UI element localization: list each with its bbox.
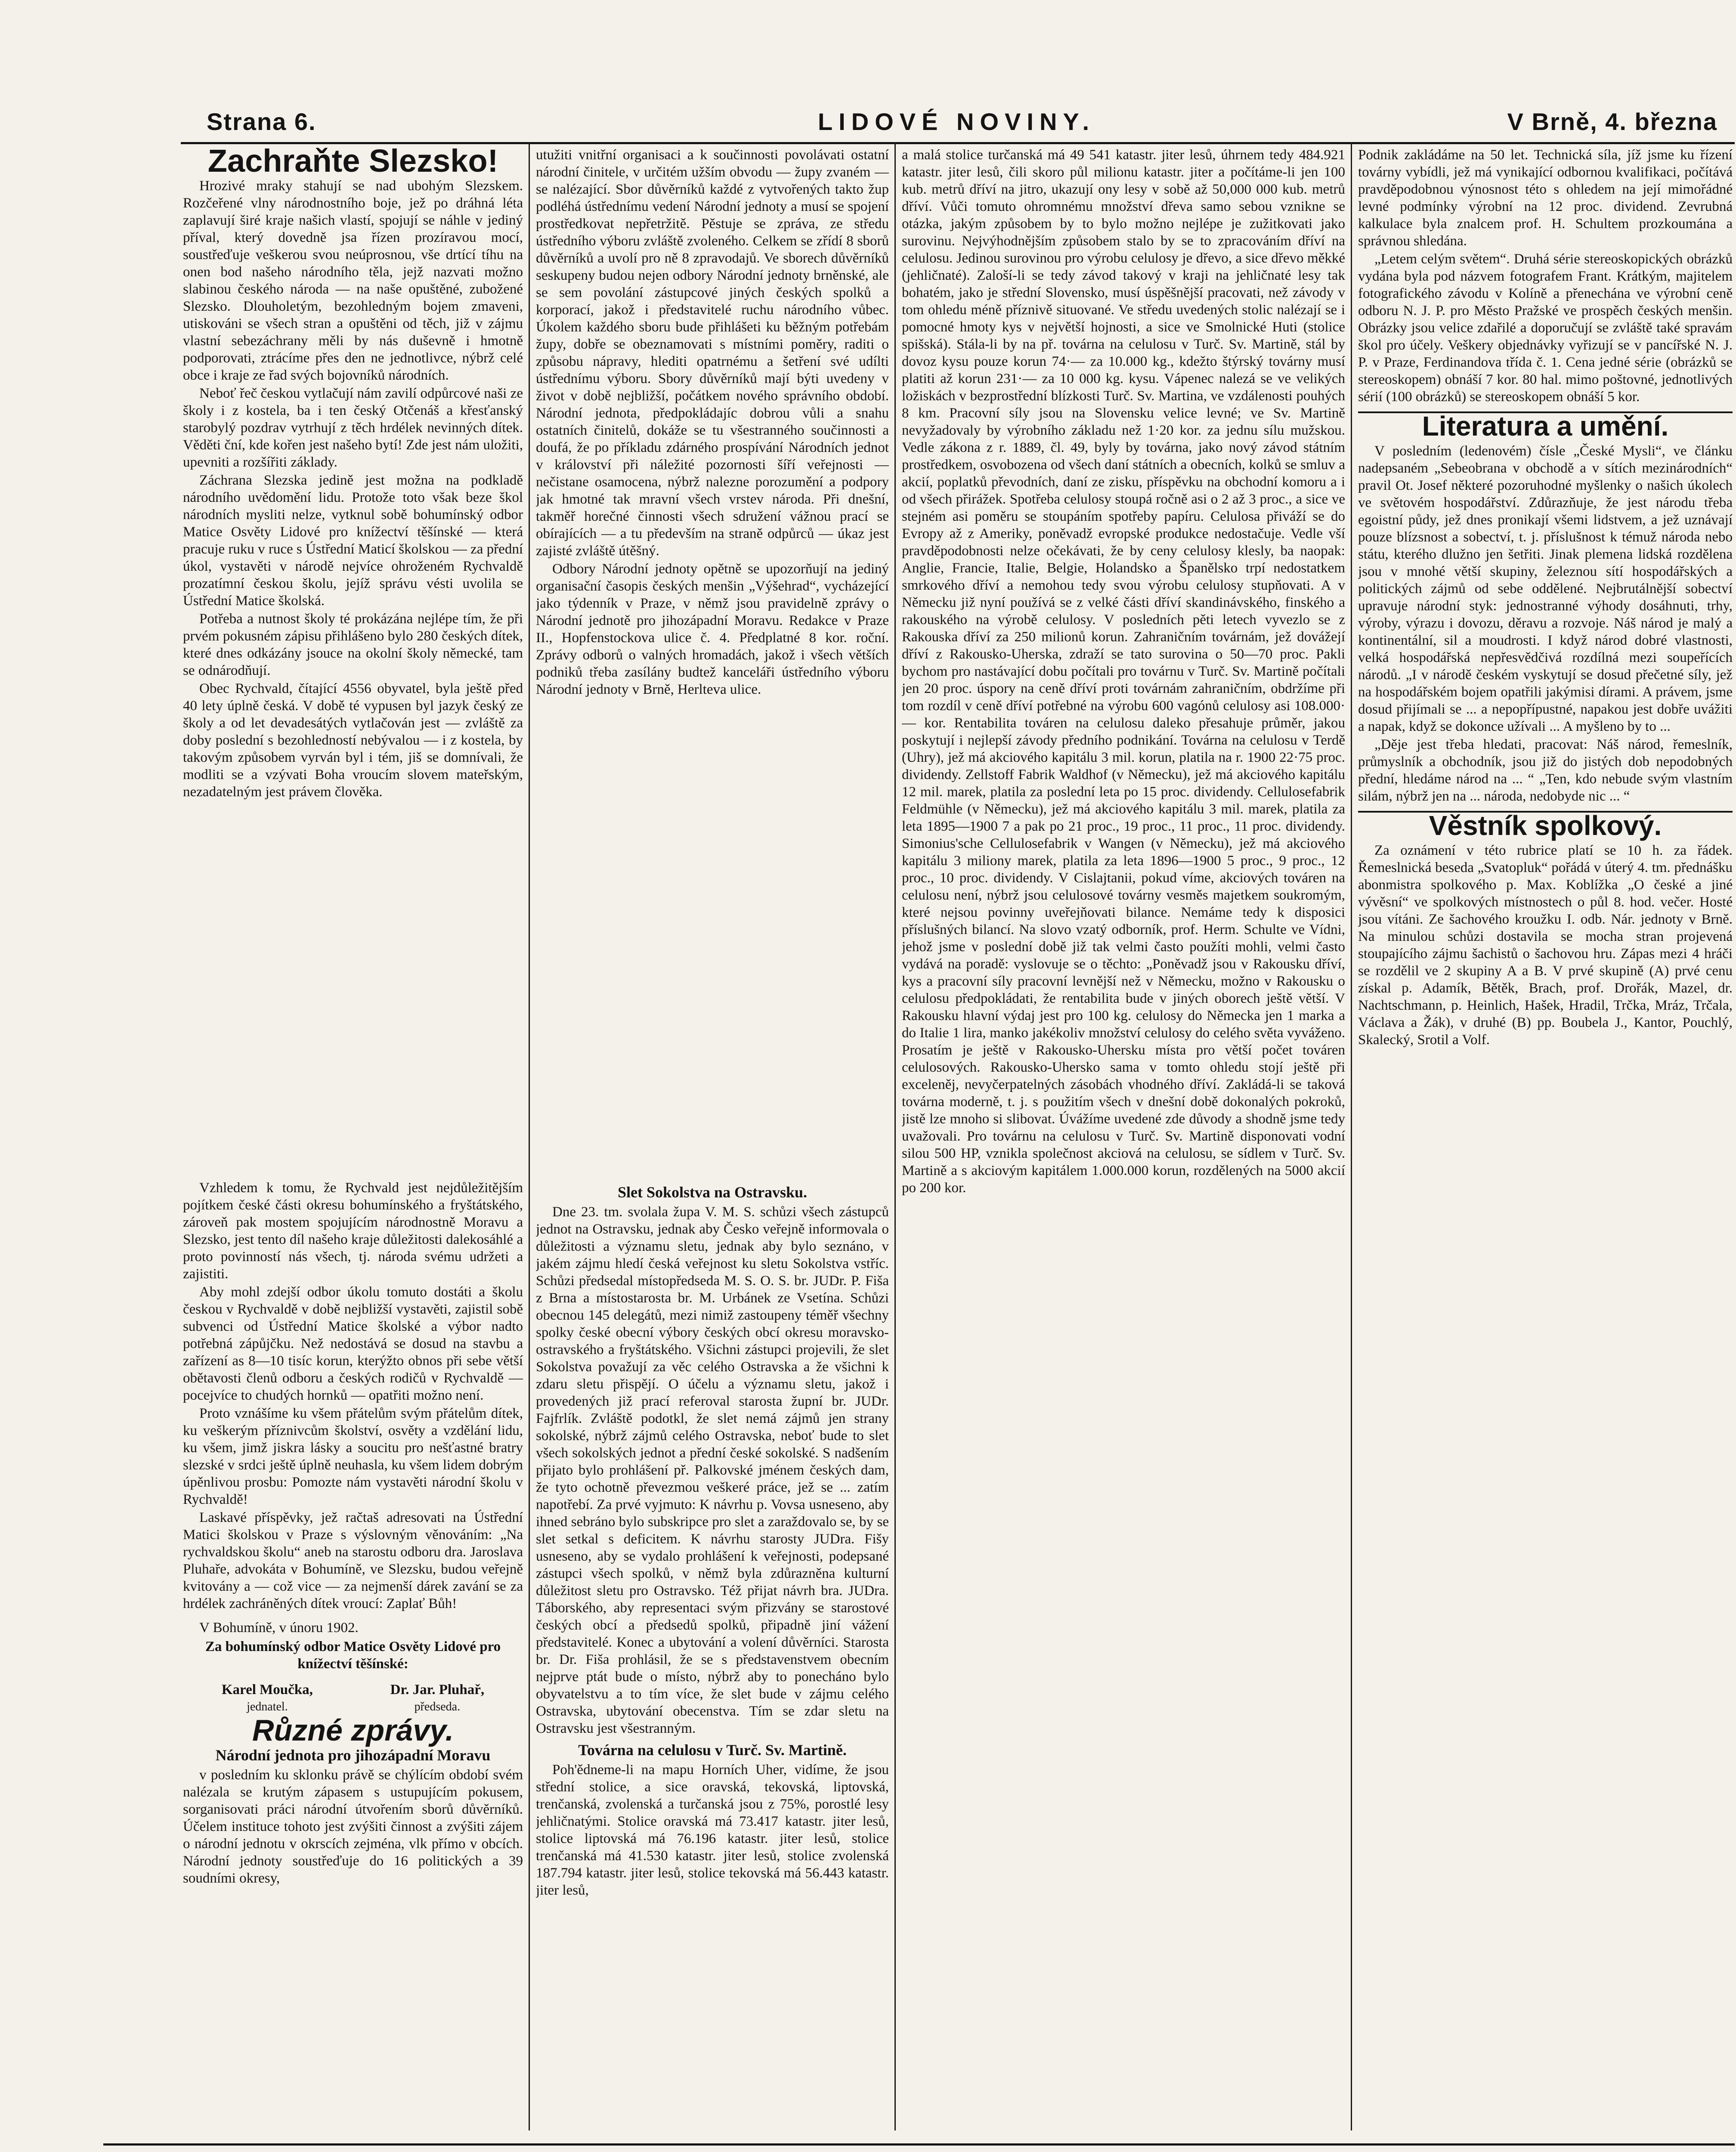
column-4: [1358, 146, 1733, 2122]
paragraph: Hrozivé mraky stahují se nad ubohým Slezskem. Rozčeřené vlny národnostního boje, jež po dráhná léta zaplavují širé kraje našich vlastí, spojují se náhle v jediný příval, který dovedně jsa řízen prozíravou mocí, soustřeďuje veškerou svou neúprosnou, vše drtící tíhu na onen bod našeho národního těla, jejž nazvati možno slabinou českého národa — na naše opuštěné, zubožené Slezsko. Dlouholetým, bezohledným bojem zmaveni, utiskováni se všech stran a opuštěni od těch, již v zájmu vlastní sebezáchrany měli by nás duševně i hmotně podporovati, ztrácíme přes den ne jednotlivce, nýbrž celé obce i kraje ze řad svých bojovníků národních.: [183, 178, 523, 383]
signature-1: [222, 1681, 313, 1716]
paragraph: a malá stolice turčanská má 49 541 katastr. jiter lesů, úhrnem tedy 484.921 katastr. jiter lesů, čili skoro půl milionu katastr. jiter a počítáme-li jen 100 kub. metrů dříví na jitro, ukazují ony lesy v sobě až 50,000 000 kub. metrů dříví. Vůči tomuto ohromnému množství dřeva samo sebou vznikne se otázka, jakým způsobem by to bylo možno nejlépe je zužitkovati jako surovinu. Nejvýhodnějším způsobem stalo by se to zpracováním dříví na celulosu. Jedinou surovinou pro výrobu celulosy je dřevo, a sice dřevo měkké (jehličnaté). Zaloší-li se tedy závod takový v kraji na jehličnaté lesy tak bohatém, jako je střední Slovensko, musí úspěšnější pracovati, než závody v tom ohledu méně příznivě situované. Ve středu uvedených stolic nalézají se i pomocné hmoty kys v největší hojnosti, a sice ve Smolnické Huti (stolice spišská). Stála-li by na př. továrna na celulosu v Turč. Sv. Martině, stál by dovoz kysu pouze korun 74·— za 10.000 kg., kdežto štýrský továrny musí platiti až korun 231·— za 10 000 kg. kysu. Vápenec nalezá se ve velikých ložiskách v bezprostřední blízkosti Turč. Sv. Martina, ve vzdálenosti pouhých 8 km. Pracovní síly jsou na Slovensku velice levné; ve Sv. Martině nevyžadovaly by výrobního základu než 1·20 kor. za jednu sílu mužskou. Vedle zákona z r. 1889, čl. 49, byly by továrna, jako nový závod státním prostředkem, osvobozena od všech daní státních a obecních, kolků se smluv a akcií, poplatků převodních, daní ze zisku, příspěvku na obchodní komoru a i od všech přirážek. Spotřeba celulosy stoupá ročně asi o 2 až 3 proc., a sice ve stejném asi poměru se stoupáním spotřeby papíru. Celulosa přiváží se do Evropy až z Ameriky, poněvadž evropské produkce nedostačuje. Vedle vší pravděpodobnosti nelze očekávati, že by ceny celulosy klesly, ba naopak: Anglie, Francie, Italie, Belgie, Holandsko a Španělsko trpí nedostatkem smrkového dříví a nemohou tedy svou výrobu celulosy stupňovati. A v Německu již nyní používá se z velké části dříví skandinávského, finského a rakouského na výrobě celulosy. V posledních pěti letech vyvezlo se z Rakouska dříví za 250 milionů korun. Zahraničním továrnám, jež dovážejí dříví z Rakousko-Uherska, zdraží se tato surovina o 50—70 proc. Pakli bychom pro nastávající dobu počítali pro továrnu v Turč. Sv. Martině počítali jen 20 proc. úspory na ceně dříví proti továrnám zahraničním, obdržíme při tom rozdíl v ceně dříví potřebné na výrobu 600 vagónů celulosy asi 108.000·— kor. Rentabilita továren na celulosu daleko přesahuje průměr, jakou poskytují i nejlepší závody předního podnikání. Továrna na celulosu v Terdě (Uhry), jež má akciového kapitálu 3 mil. korun, platila na r. 1900 22·75 proc. dividendy. Zellstoff Fabrik Waldhof (v Německu), jež má akciového kapitálu 12 mil. marek, platila za poslední leta po 15 proc. dividendy. Cellulosefabrik Feldmühle (v Německu), jež má akciového kapitálu 3 mil. marek, platila za leta 1895—1900 7 a pak po 21 proc., 19 proc., 11 proc., 11 proc. dividendy. Simonius'sche Cellulosefabrik v Wangen (v Německu), jež má akciového kapitálu 3 miliony marek, platila za leta 1896—1900 5 proc., 9 proc., 12 proc., 10 proc. dividendy. V Cislajtanii, pokud víme, akciových továren na celulosu není, nýbrž jsou celulosové továrny vesměs majetkem soukromým, které nejsou povinny uveřejňovati bilance. Nemáme tedy k disposici příslušných bilancí. Na slovo vzatý odborník, prof. Herm. Schulte ve Vídni, jehož jsme v poslední době již tak velmi často použíti mohli, velmi často vydává na poradě: vyslovuje se o těchto: „Poněvadž jsou v Rakousku dříví, kys a pracovní síly pracovní levnější než v Německu, možno v Rakousku o celulosu předpokládati, že rentabilita bude v jiných oborech ještě větší. V Rakousku hlavní výdaj jest pro 100 kg. celulosy do Německa jen 1 marka a do Italie 1 lira, manko jakékoliv množství celulosy do celého světa vyváženo. Prosatím je ještě v Rakousko-Uhersku místa pro větší počet továren celulosových. Rakousko-Uhersko sama v tomto ohledu stojí ještě při exceleněj, nevyčerpatelných zásobách vhodného dříví. Zakládá-li se taková továrna moderně, t. j. s použitím všech v dnešní době dokonalých pokroků, jistě lze mnoho si slibovat. Úvážíme uvedené zde důvody a shodně jsme tedy uvažovali. Pro továrnu na celulosu v Turč. Sv. Martině disponovati vodní silou 500 HP, vznikla společnost akciová na celulosu, se sídlem v Turč. Sv. Martině a s akciovým kapitálem 1.000.000 korun, rozdělených na 5000 akcií po 200 kor.: [902, 147, 1345, 1196]
column-2: [536, 146, 889, 1171]
paragraph: v posledním ku sklonku právě se chýlícím období svém nalézala se krutým zápasem s ustupujícím pokusem, sorganisovati práci národní útvořením sborů důvěrníků. Účelem instituce tohoto jest zvýšiti činnost a zvýšiti zájem o národní jednotu v okrscích zejména, vlk přímo v obcích. Národní jednoty soustřeďuje do 16 politických a 39 soudními okresy,: [183, 1767, 523, 1886]
page-number: Strana 6.: [207, 108, 316, 135]
paragraph: Vzhledem k tomu, že Rychvald jest nejdůležitějším pojítkem české části okresu bohumínského a fryštátského, zároveň pak mostem spojujícím národnostně Moravu a Slezsko, jest tento díl našeho kraje důležitosti dalekosáhlé a proto povinností nás všech, tj. národa svému udržeti a zajistiti.: [183, 1180, 523, 1282]
paragraph: Odbory Národní jednoty opětně se upozorňují na jediný organisační časopis českých menšin „Výšehrad“, vycházející jako týdenník v Praze, v němž jsou pravidelně zprávy o Národní jednotě pro jihozápadní Moravu. Redakce v Praze II., Hopfenstockova ulice č. 4. Předplatné 8 kor. roční. Zprávy odborů o valných hromadách, jakož i všech větších podniků třeba zasílány budtež kanceláři ústředního výboru Národní jednoty v Brně, Herlteva ulice.: [536, 561, 889, 697]
signatory-role: předseda.: [414, 1700, 461, 1713]
paragraph: Potřeba a nutnost školy té prokázána nejlépe tím, že při prvém pokusném zápisu přihlášeno bylo 280 českých dítek, které dnes odkázány jsouce na okolní školy německé, tam se odnárodňují.: [183, 611, 523, 678]
paragraph: Podnik zakládáme na 50 let. Technická síla, jíž jsme ku řízení továrny vybídli, jež má vynikající odbornou kvalifikaci, počítává pravděpodobnou výnosnost této s ohledem na její mimořádné levné podmínky výrobní na 12 proc. dividend. Zevrubná kalkulace byla znalcem prof. H. Schultem prozkoumána a správnou shledána.: [1358, 147, 1733, 249]
signatory-name: Dr. Jar. Pluhař,: [390, 1682, 485, 1697]
column-divider: [1351, 142, 1352, 2130]
section-heading: Různé zprávy.: [252, 1713, 454, 1747]
subheading: Národní jednota pro jihozápadní Moravu: [215, 1747, 491, 1764]
paragraph: V posledním (ledenovém) čísle „České Mysli“, ve článku nadepsaném „Sebeobrana v obchodě a v sítích mezinárodních“ pravil Ot. Josef některé pozoruhodné myšlenky o našich úkolech ve světovém hospodářství. Zdůrazňuje, že jest národu třeba egoistní půdy, jež dnes pronikají všemi lidstvem, a jež uznávají pouze blízsnost a sobectví, t. j. příslušnost k témuž národa nebo státu, kterého dlužno jen šetřiti. Jinak plemena lidská rozdělena jsou v mnohé větší skupiny, železnou sítí hospodářských a politických zájmů od sebe oddělené. Nejbrutálnější sobectví upravuje národní styk: jednostranné výhody dosáhnuti, trhy, výroby, výrazu i dovozu, děravu a rozvoje. Náš národ je malý a kontinentální, sil a moudrosti. I když národ dobré vlastnosti, velká hospodářská nepřesvědčivá rozdílná mezi soupeřících národů. „I v národě českém vyskytují se dosud přečetné síly, jež na hospodářském bojem opatřili jakýmisi dírami. A právem, jsme dosud přijímali se ... a nepopřípustné, napakou jest dobře uvážiti a napak, když se dokonce užívali ... A myšleno by to ...: [1358, 443, 1733, 734]
paragraph: utužiti vnitřní organisaci a k součinnosti povolávati ostatní národní činitele, v určitém užším obvodu — župy zvaném — se nalézající. Sbor důvěrníků každé z vytvořených takto žup podléhá ústřednímu vedení Národní jednoty a musí se spojení prostředkovat nepřetržitě. Pěstuje se zpráva, ze středu ústředního výboru zvláště zvoleného. Celkem se zřídí 8 sborů důvěrníků a uvolí pro ně 8 zpravodajů. Ve sborech důvěrníků seskupeny budou nejen odbory Národní jednoty brněnské, ale se sem povolání zástupcové jiných českých spolků a korporací, jakož i představitelé ruchu národního vůbec. Úkolem každého sboru bude přihlášeti ku běžným potřebám župy, dobře se obeznamovati s místními poměry, raditi o způsobu nápravy, hlediti opatrnému a šetření své udílti ústřednímu výboru. Sbory důvěrníků mají býti uvedeny v život v době nejbližší, počátkem nového správního období. Národní jednota, předpokládajíc dobrou vůli a snahu ostatních činitelů, dokáže se tu všestranného součinnosti a doufá, že po příkladu zdárného prospívání Národních jednot v království při náležité pozornosti šíří veřejnosti — nečistane osamocena, nýbrž nalezne porozumění a podpory jak hmotné tak mravní všech vrstev národa. Při dnešní, takměř horečné činnosti všech sdružení vážnou prací se obírajících — a tu především na straně odpůrců — úkaz jest zajisté zvláště útěšný.: [536, 147, 889, 559]
column-2-lower: [536, 1179, 889, 2122]
paragraph: Proto vznášíme ku všem přátelům svým přátelům dítek, ku veškerým příznivcům školství, osvěty a vzdělání lidu, ku všem, jimž jiskra lásky a soucitu pro nešťastné bratry slezské v srdci ještě úplně neuhasla, ku všem lidem dobrým úpěnlivou prosbu: Pomozte nám vystavěti národní školu v Rychvaldě!: [183, 1406, 523, 1507]
paragraph: „Děje jest třeba hledati, pracovat: Náš národ, řemeslník, průmyslník a obchodník, jsou již do jistých dob nepodobných přední, hledáme národ na ... “ „Ten, kdo nebude svým vlastním silám, nýbrž jen na ... národa, nedobyde nic ... “: [1358, 737, 1733, 804]
section-heading: Věstník spolkový.: [1358, 811, 1733, 834]
signature-2: [390, 1681, 485, 1716]
newspaper-title: LIDOVÉ NOVINY.: [818, 108, 1095, 135]
subheading: Slet Sokolstva na Ostravsku.: [617, 1184, 808, 1201]
issue-date: V Brně, 4. března: [1507, 108, 1717, 135]
section-heading: Literatura a umění.: [1358, 411, 1733, 435]
column-divider: [529, 142, 530, 2130]
paragraph: Za oznámení v této rubrice platí se 10 h. za řádek. Řemeslnická beseda „Svatopluk“ pořádá v úterý 4. tm. přednášku abonmistra spolkového p. Max. Koblížka „O české a jiné vývěsní“ ve spolkových místnostech o půl 8. hod. večer. Hosté jsou vítáni. Ze šachového kroužku I. odb. Nár. jednoty v Brně. Na minulou schůzi dostavila se mocha stran projevená stoupajícího zájmu šachistů o šachovou hru. Zápas mezi 4 hráči se rozdělil ve 2 skupiny A a B. V prvé skupině (A) prvé cenu získal p. Adamík, Bětěk, Brach, prof. Drořák, Mazel, dr. Nachtschmann, p. Heinlich, Hašek, Hradil, Trčka, Mráz, Trčala, Václava a Žák), v druhé (B) pp. Boubela J., Kantor, Pouchlý, Skalecký, Srotil a Volf.: [1358, 843, 1733, 1048]
bank-advertisement: [103, 2143, 1735, 2152]
paragraph: Aby mohl zdejší odbor úkolu tomuto dostáti a školu českou v Rychvaldě v době nejbližší vystavěti, zajistil sobě subvenci od Ústřední Matice školské a výbor nadto potřebná zápůjčku. Než nedostává se dosud na stavbu a zařízení as 8—10 tisíc korun, kterýžto obnos při sebe větší obětavosti členů odboru a českých rodičů v Rychvaldě — pocejvíce to chudých hornků — opatřiti možno není.: [183, 1284, 523, 1403]
dateline: V Bohumíně, v únoru 1902.: [199, 1620, 359, 1636]
column-divider: [894, 142, 896, 2130]
signatory-name: Karel Moučka,: [221, 1682, 313, 1697]
column-1: [183, 146, 523, 1171]
paragraph: Poh'ědneme-li na mapu Horních Uher, vidíme, že jsou střední stolice, a sice oravská, tekovská, liptovská, trenčanská, zvolenská a turčanská jsou z 75%, porostlé lesy jehličnatými. Stolice oravská má 73.417 katastr. jiter lesů, stolice liptovská má 76.196 katastr. jiter lesů, stolice trenčanská má 41.530 katastr. jiter lesů, stolice zvolenská 187.794 katastr. jiter lesů, stolice tekovská má 56.443 katastr. jiter lesů,: [536, 1762, 889, 1898]
article-heading: Zachraňte Slezsko!: [207, 146, 498, 179]
paragraph: Neboť řeč českou vytlačují nám zavilí odpůrcové naši ze školy i z kostela, ba i ten český Otčenáš a křesťanský starobylý pozdrav vytrhují z těch hrdélek nevinných dítek. Věděti ční, kde kořen jest našeho bytí! Zde jest nám uložiti, upevniti a rozšířiti základy.: [183, 386, 523, 470]
paragraph: Laskavé příspěvky, jež račtaš adresovati na Ústřední Matici školskou v Praze s výslovným věnováním: „Na rychvaldskou školu“ aneb na starostu odboru dra. Jaroslava Pluhaře, advokáta v Bohumíně, ve Slezsku, budou veřejně kvitovány a — což vice — za nejmenší dárek zavání se za hrdélek zachráněných dítek vroucí: Zaplať Bůh!: [183, 1510, 523, 1611]
masthead: [52, 108, 1722, 142]
signatures: [183, 1681, 523, 1716]
paragraph: Obec Rychvald, čítající 4556 obyvatel, byla ještě před 40 lety úplně česká. V době té vypusen byl jazyk český ze školy a od let devadesátých vytlačován jest — zvláště za doby poslední s bezohledností nebývalou — i z kostela, by takovým způsobem vyrván byl i tém, jiš se domnívali, že modliti se a vzývati Boha vroucím slovem mateřským, nezadatelným jest právem člověka.: [183, 681, 523, 800]
paragraph: „Letem celým světem“. Druhá série stereoskopických obrázků vydána byla pod názvem fotografem Frant. Krátkým, majitelem fotografického závodu v Kolíně a přenechána ve výrobní ceně odboru N. J. P. pro Město Pražské ve prospěch českých menšin. Obrázky jsou velice zdařilé a doporučují se zvláště také spravám škol pro účely. Veškery objednávky vyřizují se v pancířské N. J. P. v Praze, Ferdinandova třída č. 1. Cena jedné série (obrázků se stereoskopem) obnáší 7 kor. 80 hal. mimo poštovné, jednotlivých sérií (100 obrázků) se stereoskopem obnáší 5 kor.: [1358, 251, 1733, 405]
signatory-org: Za bohumínský odbor Matice Osvěty Lidové pro knížectví těšínské:: [205, 1639, 501, 1672]
masthead-rule: [181, 142, 1735, 144]
column-1-lower: [183, 1179, 523, 2122]
signatory-role: jednatel.: [247, 1700, 288, 1713]
subheading: Továrna na celulosu v Turč. Sv. Martině.: [578, 1741, 847, 1759]
paragraph: Dne 23. tm. svolala župa V. M. S. schůzi všech zástupců jednot na Ostravsku, jednak aby Česko veřejně informovala o důležitosti a významu sletu, jednak aby bylo seznáno, v jakém zájmu hledí česká veřejnost ku sletu Sokolstva vstříc. Schůzi předsedal místopředseda M. S. O. S. br. JUDr. P. Fiša z Brna a místostarosta br. M. Urbánek ze Vsetína. Schůzi obecnou 145 delegátů, mezi nimiž zastoupeny téměř všechny spolky české obecní výbory českých obcí okresu moravsko-ostravského a fryštátského. Všichni zástupci projevili, že slet Sokolstva považují za věc celého Ostravska a že všichni k zdaru sletu přispějí. O účelu a významu sletu, jakož i provedených již prací referoval starosta župní br. JUDr. Fajfrlík. Zvláště podotkl, že slet nemá zájmů jen strany sokolské, nýbrž zájmů celého Ostravska, neboť bude to slet všech sokolských jednot a přední české sokolské. S nadšením přijato bylo prohlášení př. Palkovské jménem českých dam, že tyto ochotně převezmou veškeré práce, jež se ... zatím napotřebí. Za prvé vyjmuto: K návrhu p. Vovsa usneseno, aby ihned sebráno bylo subskripce pro slet a zaraždovalo se, by se slet setkal s deficitem. K návrhu starosty JUDra. Fišy usneseno, aby se vydalo prohlášení k veřejnosti, podepsané zástupci všech spolků, v němž byla zdůrazněna kulturní důležitost sletu pro Ostravsko. Též přijat návrh bra. JUDra. Táborského, aby representaci svým přizvány se starostové českých obcí a předsedů spolků, připadně jiní vážení představitelé. Konec a ubytování a volení důvěrníci. Starosta br. Dr. Fiša prohlásil, že se s představenstvem obecním nejprve ptát bude o místo, nýbrž aby to ponecháno bylo obyvatelstvu a to tím více, že slet bude v zájmu celého Ostravska, ubytování obecenstva. Tím se zdar sletu na Ostravsku jest všestranným.: [536, 1204, 889, 1736]
ad-top-row: [103, 2146, 1735, 2152]
column-3: [902, 146, 1345, 2122]
paragraph: Záchrana Slezska jedině jest možna na podkladě národního uvědomění lidu. Protože toto však beze škol národních mysliti nelze, vytknul sobě bohumínský odbor Matice Osvěty Lidové pro knížectví těšínské — která pracuje ruku v ruce s Ústřední Maticí školskou — za přední úkol, vystavěti v národě nejvíce ohroženém Rychvaldě prozatímní českou školu, jejíž správu vésti uvolila se Ústřední Matice školská.: [183, 473, 523, 609]
